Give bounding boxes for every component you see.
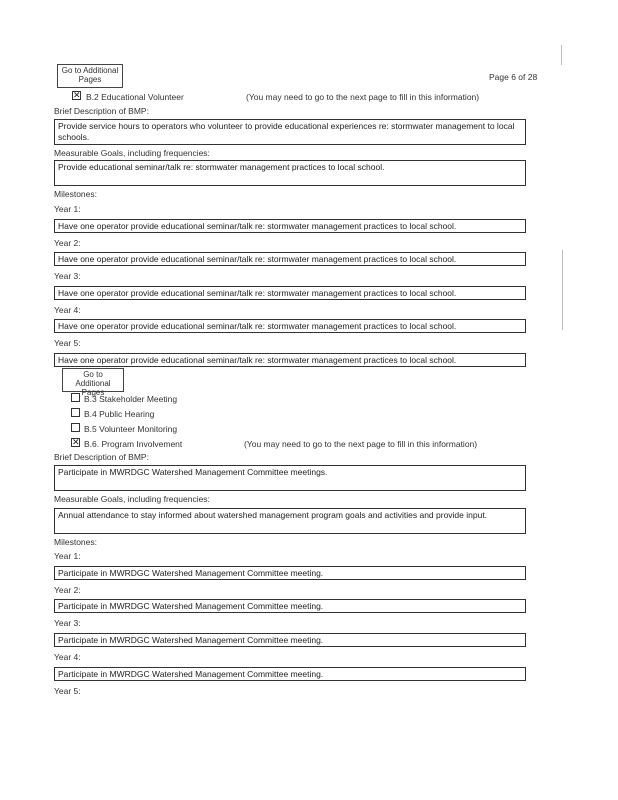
scan-artifact bbox=[562, 250, 563, 330]
year-field[interactable]: Participate in MWRDGC Watershed Management Committee meeting. bbox=[54, 566, 526, 580]
year-field[interactable]: Have one operator provide educational seminar/talk re: stormwater management practices to local school. bbox=[54, 252, 526, 266]
measurable-goals-field[interactable]: Provide educational seminar/talk re: stormwater management practices to local school. bbox=[54, 160, 526, 186]
checkbox-b2[interactable]: ✕ bbox=[73, 90, 81, 100]
checkbox-label-b5: B.5 Volunteer Monitoring bbox=[84, 424, 178, 434]
brief-description-label: Brief Description of BMP: bbox=[54, 452, 149, 462]
year-field[interactable]: Have one operator provide educational seminar/talk re: stormwater management practices to local school. bbox=[54, 319, 526, 333]
year-field[interactable]: Participate in MWRDGC Watershed Management Committee meeting. bbox=[54, 599, 526, 613]
year-field[interactable]: Participate in MWRDGC Watershed Management Committee meeting. bbox=[54, 633, 526, 647]
brief-description-field[interactable]: Participate in MWRDGC Watershed Management Committee meetings. bbox=[54, 465, 526, 491]
measurable-goals-field[interactable]: Annual attendance to stay informed about watershed management program goals and activities and provide input. bbox=[54, 508, 526, 534]
checkbox-b3[interactable] bbox=[71, 393, 80, 402]
go-to-additional-pages-button[interactable]: Go to Additional Pages bbox=[62, 368, 124, 392]
year-label: Year 1: bbox=[54, 204, 81, 214]
year-field[interactable]: Have one operator provide educational seminar/talk re: stormwater management practices to local school. bbox=[54, 286, 526, 300]
checkbox-label-b6: B.6. Program Involvement bbox=[84, 439, 183, 449]
next-page-note: (You may need to go to the next page to fill in this information) bbox=[246, 92, 480, 102]
year-field[interactable]: Participate in MWRDGC Watershed Management Committee meeting. bbox=[54, 667, 526, 681]
measurable-goals-label: Measurable Goals, including frequencies: bbox=[54, 148, 210, 158]
year-label: Year 2: bbox=[54, 585, 81, 595]
year-label: Year 1: bbox=[54, 551, 81, 561]
year-label: Year 2: bbox=[54, 238, 81, 248]
year-field[interactable]: Have one operator provide educational seminar/talk re: stormwater management practices to local school. bbox=[54, 219, 526, 233]
go-to-additional-pages-button[interactable]: Go to Additional Pages bbox=[57, 64, 123, 88]
year-label: Year 4: bbox=[54, 652, 81, 662]
checkbox-b6[interactable]: ✕ bbox=[72, 437, 80, 447]
year-label: Year 4: bbox=[54, 305, 81, 315]
year-label: Year 3: bbox=[54, 271, 81, 281]
checkbox-label-b2: B.2 Educational Volunteer bbox=[86, 92, 184, 102]
year-field[interactable]: Have one operator provide educational seminar/talk re: stormwater management practices to local school. bbox=[54, 353, 526, 367]
milestones-label: Milestones: bbox=[54, 537, 97, 547]
milestones-label: Milestones: bbox=[54, 189, 97, 199]
page-number: Page 6 of 28 bbox=[489, 72, 538, 82]
brief-description-field[interactable]: Provide service hours to operators who volunteer to provide educational experiences re: stormwater management to local schools. bbox=[54, 119, 526, 145]
checkbox-label-b4: B.4 Public Hearing bbox=[84, 409, 155, 419]
year-label: Year 5: bbox=[54, 338, 81, 348]
brief-description-label: Brief Description of BMP: bbox=[54, 106, 149, 116]
next-page-note: (You may need to go to the next page to fill in this information) bbox=[244, 439, 478, 449]
checkbox-b4[interactable] bbox=[71, 408, 80, 417]
checkbox-label-b3: B.3 Stakeholder Meeting bbox=[84, 394, 178, 404]
scan-artifact bbox=[561, 45, 562, 65]
measurable-goals-label: Measurable Goals, including frequencies: bbox=[54, 494, 210, 504]
year-label: Year 3: bbox=[54, 618, 81, 628]
checkbox-b5[interactable] bbox=[71, 423, 80, 432]
year-label: Year 5: bbox=[54, 686, 81, 696]
